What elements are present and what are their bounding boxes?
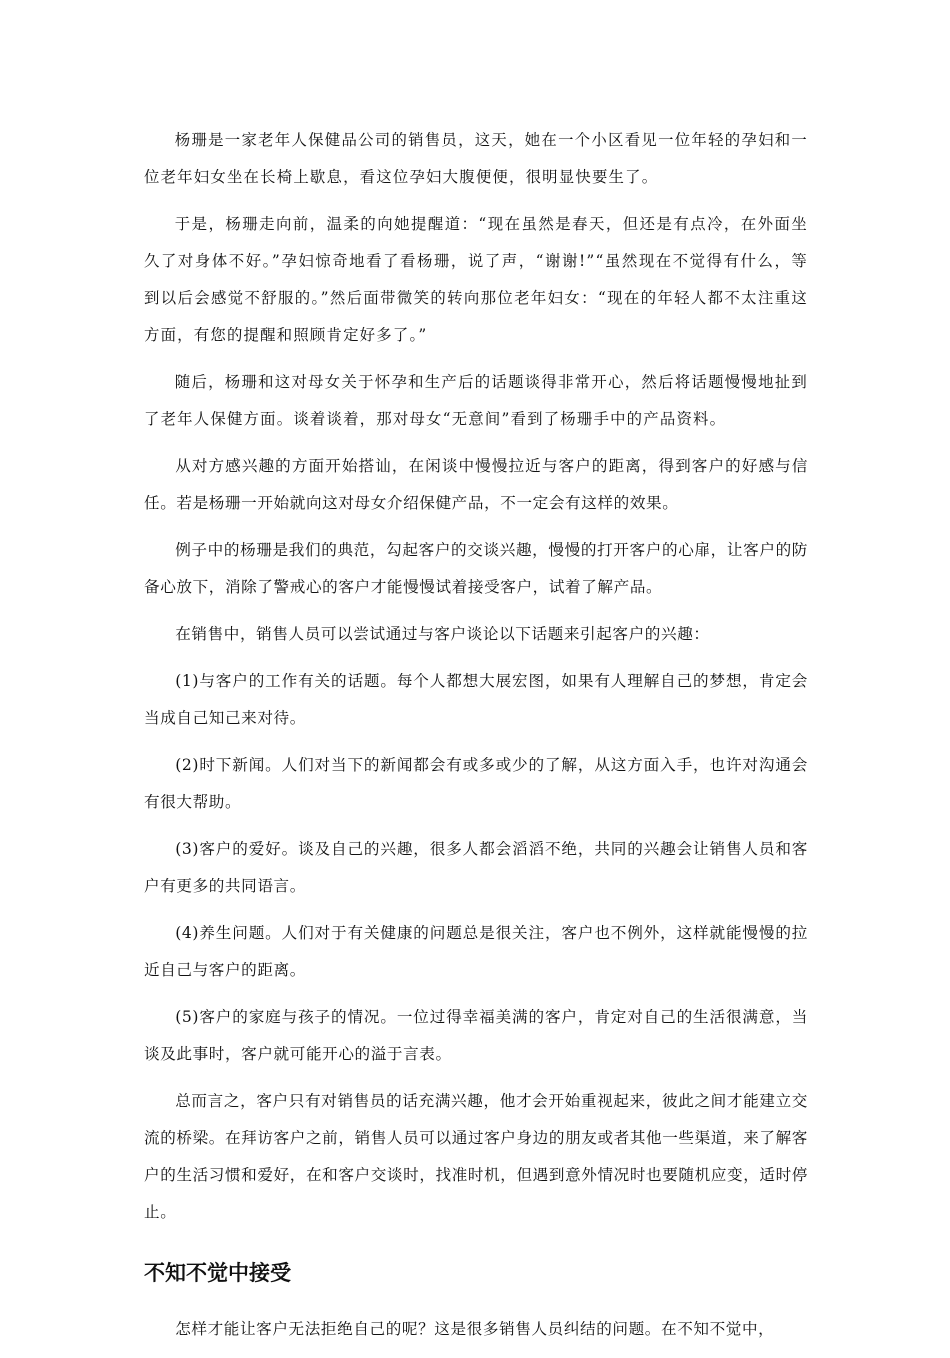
body-paragraph: 怎样才能让客户无法拒绝自己的呢？这是很多销售人员纠结的问题。在不知不觉中，	[175, 1320, 775, 1338]
list-item-paragraph: (5)客户的家庭与孩子的情况。一位过得幸福美满的客户，肯定对自己的生活很满意，当谈及此事时，客户就可能开心的溢于言表。	[144, 1008, 808, 1063]
body-paragraph: 从对方感兴趣的方面开始搭讪，在闲谈中慢慢拉近与客户的距离，得到客户的好感与信任。若是杨珊一开始就向这对母女介绍保健产品，不一定会有这样的效果。	[144, 457, 808, 512]
body-paragraph: 于是，杨珊走向前，温柔的向她提醒道：“现在虽然是春天，但还是有点冷，在外面坐久了对身体不好。”孕妇惊奇地看了看杨珊，说了声，“谢谢!”“虽然现在不觉得有什么，等到以后会感觉不舒服的。”然后面带微笑的转向那位老年妇女：“现在的年轻人都不太注重这方面，有您的提醒和照顾肯定好多了。”	[144, 215, 808, 344]
list-item-paragraph: (2)时下新闻。人们对当下的新闻都会有或多或少的了解，从这方面入手，也许对沟通会有很大帮助。	[144, 756, 808, 811]
section-heading: 不知不觉中接受	[144, 1261, 291, 1285]
body-paragraph: 例子中的杨珊是我们的典范，勾起客户的交谈兴趣，慢慢的打开客户的心扉，让客户的防备心放下，消除了警戒心的客户才能慢慢试着接受客户，试着了解产品。	[144, 541, 808, 596]
document-page	[144, 122, 808, 1358]
body-paragraph: 杨珊是一家老年人保健品公司的销售员，这天，她在一个小区看见一位年轻的孕妇和一位老年妇女坐在长椅上歇息，看这位孕妇大腹便便，很明显快要生了。	[144, 131, 808, 186]
list-item-paragraph: (4)养生问题。人们对于有关健康的问题总是很关注，客户也不例外，这样就能慢慢的拉近自己与客户的距离。	[144, 924, 808, 979]
list-item-paragraph: (3)客户的爱好。谈及自己的兴趣，很多人都会滔滔不绝，共同的兴趣会让销售人员和客户有更多的共同语言。	[144, 840, 808, 895]
body-paragraph: 在销售中，销售人员可以尝试通过与客户谈论以下话题来引起客户的兴趣：	[175, 625, 710, 643]
list-item-paragraph: (1)与客户的工作有关的话题。每个人都想大展宏图，如果有人理解自己的梦想，肯定会当成自己知己来对待。	[144, 672, 808, 727]
body-paragraph: 总而言之，客户只有对销售员的话充满兴趣，他才会开始重视起来，彼此之间才能建立交流的桥梁。在拜访客户之前，销售人员可以通过客户身边的朋友或者其他一些渠道，来了解客户的生活习惯和爱好，在和客户交谈时，找准时机，但遇到意外情况时也要随机应变，适时停止。	[144, 1092, 808, 1221]
body-paragraph: 随后，杨珊和这对母女关于怀孕和生产后的话题谈得非常开心，然后将话题慢慢地扯到了老年人保健方面。谈着谈着，那对母女“无意间”看到了杨珊手中的产品资料。	[144, 373, 808, 428]
